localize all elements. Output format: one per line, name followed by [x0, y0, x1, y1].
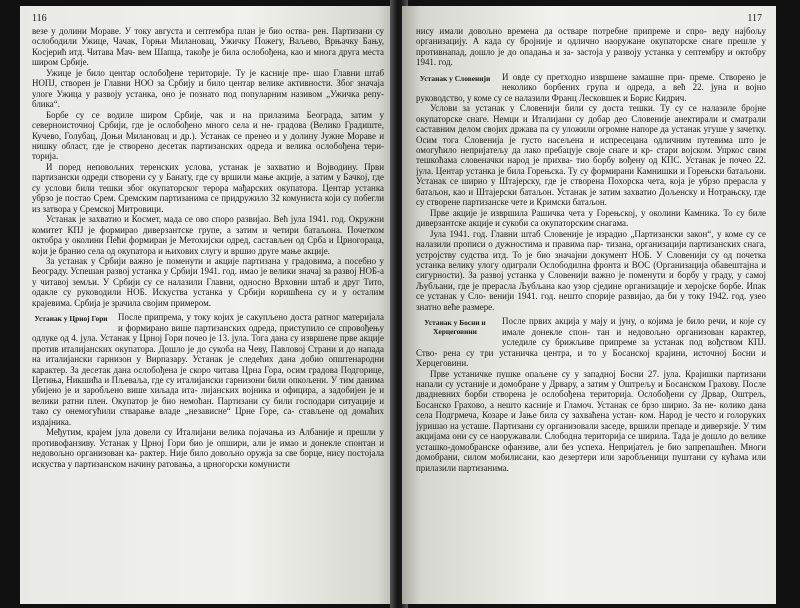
- paragraph: Услови за устанак у Словенији били су доста тешки. Ту су се налазиле бројне окупаторске снаге. Немци и Италијани су добар део Словеније анектирали и сматрали саставним делом својих држава па су уложили огромне напоре да устанак угуше у зачетку. Осим тога Словенија је густо насељена и испресецана одличним путевима што је омогућило непријатељу да лако пребацује своје снаге и кр- стари војском. Упркос свим тешкоћама словеначки народ је прихва- тио борбу вођену од КПС. Устанак је почео 22. јула. Центар устанка је била Горењска. Ту су формирани Камнишки и Горењски батаљони. Устанак се ширио у Штајерску, где је створена Похорска чета, која је убрзо прерасла у батаљон, као и Штајерски батаљон. Устанак је затим захватио Дољенску и Нотрањску, где су створене партизанске чете и Кримски батаљон.: [416, 103, 766, 208]
- paragraph: И овде су претходно извршене замашне при- преме. Створено је неколико борбених група и одреда, а већ 22. јуна и војно руководство, у коме су се налазили Франц Лесковшек и Борис Кидрич.: [416, 71, 766, 103]
- section-montenegro: [32, 312, 384, 469]
- section-heading: Устанак у Црној Гори: [34, 314, 108, 324]
- paragraph: Јула 1941. год. Главни штаб Словеније је израдио „Партизански закон“, у коме су се налазили прописи о дужностима и правима пар- тизана, организацији партизанских снага, устројству судства итд. То је био значајни документ НОБ. У Словенији су од почетка устанка велику улогу одиграли Ослободилна фронта и ВОС (Организација обавештајна и сигурности). За развој устанка у Словенији важно је поменути и борбу у граду, у самој Љубљани, где је прерасла Љубљана као узор сједине организације и херојске борбе. Ипак се устанак у Сло- венији 1941. год. нешто спорије развијао, да би у току 1942. год. узео знатно веће размере.: [416, 228, 766, 312]
- paragraph: Устанак је захватио и Космет, мада се ово спорo развијао. Већ јула 1941. год. Окружни комитет КПЈ је формирао диверзантске групе, а затим и четири батаљона. Почетком октобра у околини Пећи формиран је Метохијски одред, састављен од Срба и Црногораца, који је бранио села од окупатора и њихових слугу и вршио друге мање акције.: [32, 214, 384, 256]
- section-heading: Устанак у Словенији: [419, 73, 491, 83]
- paragraph: За устанак у Србији важно је поменути и акције партизана у градовима, а посебно у Београду. Успешан развој устанка у Србији 1941. год. имао је велики значај за развој НОБ-а у читавој земљи. У Србији су се налазили Главни, односно Врховни штаб и друг Тито, одакле су руководили НОБ. Искуства устанка у Србији коришћена су и у осталим крајевима. Србија је зрачила својим примером.: [32, 255, 384, 308]
- left-page: [20, 6, 396, 604]
- paragraph: Борбе су се водиле широм Србије, чак и на прилазима Београда, затим у северноисточној Србији, где је ослобођено много села и не- градова (Велико Градиште, Кучево, Голубац, Доњи Милановац и др.). Устанак се пренео и у долину Јужне Мораве и нишку област, где је створено десетак партизанских одреда и велика ослобођена тери- торија.: [32, 109, 384, 162]
- section-heading: Устанак у Босни и Херцеговини: [424, 318, 486, 337]
- paragraph: Ужице је било центар ослобођене територије. Ту је касније пре- шао Главни штаб НОПЈ, створен је Главни НОО за Србију и било центар велике активности. Због значаја улоге Ужица у развоју устанка, оно је познато под популарним називом „Ужичка репу- блика“.: [32, 67, 384, 110]
- paragraph: Прве акције је извршила Рашичка чета у Горењској, у околини Камника. То су биле диверзантске акције и сукоби са окупаторским снагама.: [416, 207, 766, 229]
- paragraph: Међутим, крајем јула довели су Италијани велика појачања из Албаније и прешли у противофанзиву. Устанак у Црној Гори био је опшири, али је имао и донекле спонтан и недовољно организован ка- рактер. Није било довољно оружја за све борце, нису постојала искуства у партизанском начину ратовања, а црногорски комунисти: [32, 427, 384, 469]
- page-number: 117: [747, 13, 762, 24]
- paragraph: После припрема, у току којих је сакупљено доста ратног материјала и формирано више партизанских одреда, приступило се спровођењу одлуке од 4. јула. Устанак у Црној Гори почео је 13. јула. Тога дана су извршене прве акције против италијанских окупатора. Дошло је до сукоба на Чеву, Павловој Страни и до напада на италијански гарнизон у Вирпазару. Устанак је следећих дана добио општенародни карактер. За десетак дана ослобођена је скоро читава Црна Гора, осим градова Подгорице, Цетиња, Никшића и Пљеваља, где су италијански гарнизони били опкољени. У тим данима убијено је и заробљено више хиљада ита- лијанских војника и официра, а задобијен је и велики ратни плен. Окупатор је био немоћан. Партизани су били господари ситуације и тако су онемогућили стварање владе „независне“ Црне Горе, са- стављене од домаћих издајника.: [32, 312, 384, 427]
- paragraph: И поред неповољних теренских услова, устанак је захватио и Војводину. Први партизански одреди створени су у Банату, где су вршили мање акције, а затим у Бачкој, где су услови били тешки због окупаторског терора мађарских окупатора. Центар устанка убрзо је постао Срем. Сремским партизанима се придружило 32 комуниста који су побегли из затвора у Сремској Митровици.: [32, 161, 384, 214]
- paragraph: нису имали довољно времена да оствaре потребне припреме и спро- веду најбољу организацију. А када су бројније и одлично наоружане окупаторске снаге прешле у противнапад, дошло је до опадања и за- застоја у развоју устанка у септембру и октобру 1941. год.: [416, 26, 766, 68]
- page-number: 116: [32, 13, 47, 24]
- paragraph: Прве устаничке пушке опаљене су у западној Босни 27. јула. Крајишки партизани напали су устаније и домобране у Дрвару, а затим у Оштрељу и Босанском Грахову. После двадневних борби створена је ослобођена територија. Ослобођени су Дрвар, Оштрељ, Босанско Грахово, а нешто касније и Гламоч. Устанак се брзо ширио. За не- колико дана села Подгрмеча, Козаре и Јање била су захваћена устан- ком. Народ је често и голоруких јуришао на усташе. Партизани су организовали заседе, вршили препаде и диверзије. У тим акцијама они су се наоружавали. Слободна територија се ширила. Тада је дошло до велике усташко-домобранске офанзиве, али без успеха. Непријатељ је био запрепашћен. Многи домобрани, силом мобилисани, као дезертери или заробљеници пуштани су кућама или прилазили партизанима.: [416, 368, 766, 473]
- right-page: [402, 6, 776, 604]
- paragraph: После првих акција у мају и јуну, о којима је било речи, и које су имале донекле спон- тан и недовољно организован карактер, уследиле су брижљиве припреме за устанак под вођством КПЈ. Ство- рена су три устаничка центра, и то у Босанској крајини, источној Босни и Херцеговини.: [416, 316, 766, 369]
- paragraph: везе у долини Мораве. У току августа и септембра план је био оства- рен. Партизани су ослободили Ужице, Чачак, Горњи Милановац, Ужичку Пожегу, Ваљево, Врњачку Бању, Косјерић итд. Читава Мач- вем Шапца, такође је била ослобођена, као и многа друга места широм Србије.: [32, 26, 384, 68]
- section-slovenia: [416, 72, 766, 312]
- section-bosnia: [416, 316, 766, 473]
